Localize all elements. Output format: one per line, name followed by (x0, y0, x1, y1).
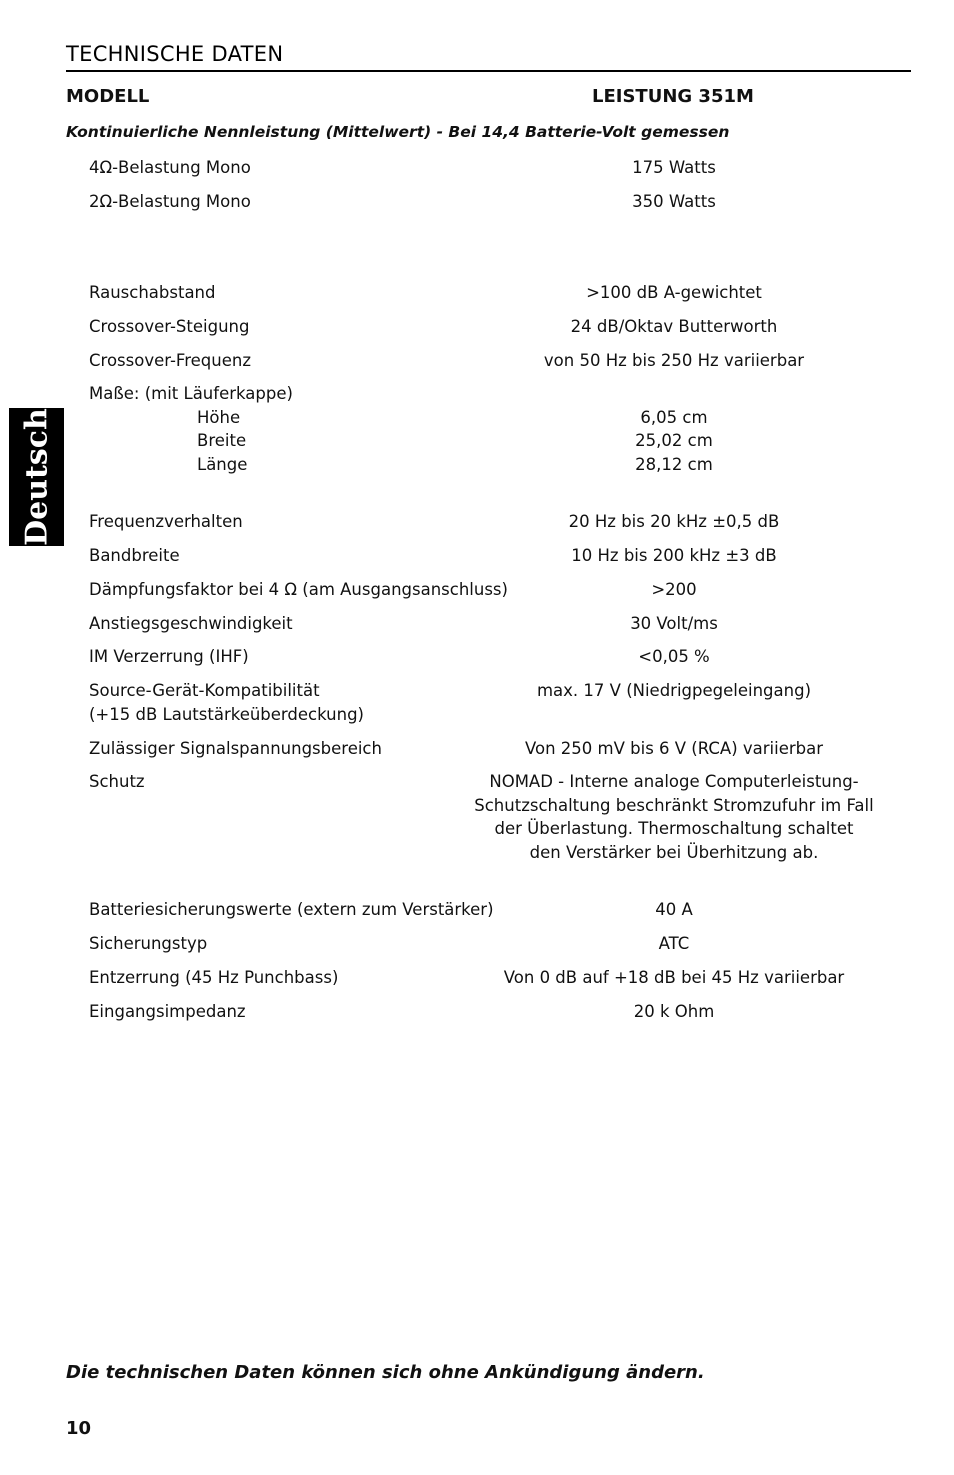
dimension-label: Höhe (197, 408, 241, 427)
spec-value: 40 A (655, 900, 693, 919)
spec-label: Source-Gerät-Kompatibilität (89, 681, 320, 700)
spec-label: 4Ω-Belastung Mono (89, 158, 251, 177)
spec-value: 10 Hz bis 200 kHz ±3 dB (571, 546, 777, 565)
spec-value: 30 Volt/ms (630, 614, 718, 633)
spec-value: 20 k Ohm (633, 1002, 715, 1021)
spec-value: >100 dB A-gewichtet (586, 283, 762, 302)
spec-value-line: der Überlastung. Thermoschaltung schaltet (494, 819, 854, 838)
spec-label: Bandbreite (89, 546, 180, 565)
spec-value: Von 250 mV bis 6 V (RCA) variierbar (524, 739, 824, 758)
spec-label: Entzerrung (45 Hz Punchbass) (89, 968, 339, 987)
model-name-header: LEISTUNG 351M (592, 86, 754, 107)
power-rating-subtitle: Kontinuierliche Nennleistung (Mittelwert) - Bei 14,4 Batterie-Volt gemessen (66, 123, 730, 141)
spec-label: Dämpfungsfaktor bei 4 Ω (am Ausgangsanschluss) (89, 580, 508, 599)
spec-label: Sicherungstyp (89, 934, 208, 953)
dimension-value: 6,05 cm (640, 408, 708, 427)
spec-label: Frequenzverhalten (89, 512, 243, 531)
dimension-label: Länge (197, 455, 248, 474)
spec-value: 20 Hz bis 20 kHz ±0,5 dB (568, 512, 780, 531)
spec-label: Schutz (89, 772, 145, 791)
dimensions-label: Maße: (mit Läuferkappe) (89, 384, 293, 403)
spec-value: 175 Watts (632, 158, 716, 177)
title-rule (66, 70, 911, 72)
spec-label: Crossover-Frequenz (89, 351, 251, 370)
spec-label: Eingangsimpedanz (89, 1002, 246, 1021)
dimension-label: Breite (197, 431, 247, 450)
spec-value: max. 17 V (Niedrigpegeleingang) (536, 681, 812, 700)
page-number: 10 (66, 1418, 92, 1439)
page-title: TECHNISCHE DATEN (66, 42, 284, 66)
spec-value-line: den Verstärker bei Überhitzung ab. (529, 843, 819, 862)
spec-value: 24 dB/Oktav Butterworth (570, 317, 778, 336)
spec-label-secondary: (+15 dB Lautstärkeüberdeckung) (89, 705, 364, 724)
language-side-tab (9, 408, 64, 546)
spec-label: Batteriesicherungswerte (extern zum Verstärker) (89, 900, 494, 919)
spec-value-line: NOMAD - Interne analoge Computerleistung- (489, 772, 859, 791)
spec-value-line: Schutzschaltung beschränkt Stromzufuhr im Fall (474, 796, 874, 815)
spec-value: <0,05 % (638, 647, 710, 666)
spec-label: IM Verzerrung (IHF) (89, 647, 249, 666)
spec-label: Rauschabstand (89, 283, 216, 302)
dimension-value: 25,02 cm (635, 431, 713, 450)
spec-value: von 50 Hz bis 250 Hz variierbar (543, 351, 805, 370)
dimension-value: 28,12 cm (635, 455, 713, 474)
spec-value: 350 Watts (632, 192, 716, 211)
spec-value: >200 (651, 580, 697, 599)
spec-label: Anstiegsgeschwindigkeit (89, 614, 293, 633)
spec-label: Crossover-Steigung (89, 317, 250, 336)
model-column-header: MODELL (66, 86, 150, 107)
spec-label: 2Ω-Belastung Mono (89, 192, 251, 211)
spec-label: Zulässiger Signalspannungsbereich (89, 739, 382, 758)
spec-value: ATC (658, 934, 690, 953)
footer-note: Die technischen Daten können sich ohne Ankündigung ändern. (66, 1362, 705, 1383)
language-side-tab-label: Deutsch (19, 408, 54, 546)
spec-value: Von 0 dB auf +18 dB bei 45 Hz variierbar (503, 968, 845, 987)
